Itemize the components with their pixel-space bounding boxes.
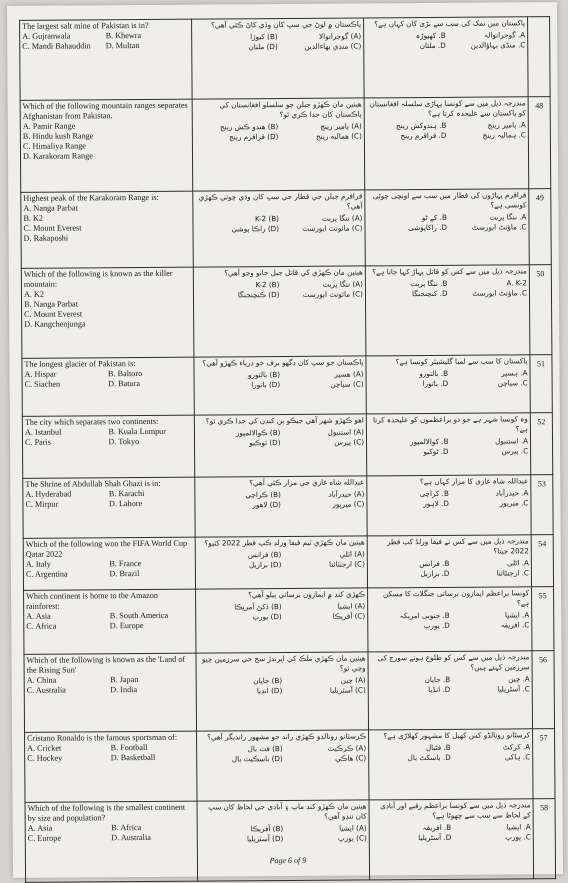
question-stem: Which of the following is known as the 'Land of the Rising Sun' [26, 654, 186, 675]
question-urdu [369, 729, 533, 800]
question-urdu [368, 587, 532, 652]
question-sindhi [197, 800, 370, 881]
option-text: C. ہمالیہ رینج [482, 130, 526, 140]
option-text: D. ٹوکیو [423, 446, 449, 457]
question-row [23, 475, 553, 539]
option-text: D. یورپ [423, 620, 450, 631]
option-text: (D) يورپ [252, 612, 282, 622]
option-text: (C) هاڪي [335, 753, 367, 763]
question-stem: Which of the following won the FIFA World Cup Qatar 2022 [25, 538, 188, 559]
option-list [22, 31, 189, 52]
option-text: D. Karakoram Range [22, 151, 93, 161]
option-list [369, 488, 528, 509]
question-stem: هيٺين مان ڪهڙي کي قاتل جبل جانو وڃو آهي؟ [224, 267, 363, 278]
question-urdu [366, 355, 530, 414]
option-text: (C) مائونٽ ايورسٽ [302, 223, 363, 233]
option-list [25, 427, 192, 448]
option-text: D. انڈیا [428, 684, 451, 695]
option-text: C. Mount Everest [23, 223, 82, 233]
option-text: B. Japan [110, 675, 139, 685]
question-english [24, 589, 196, 654]
option-text: D. Brazil [109, 569, 140, 579]
option-text: A. Gujranwala [22, 31, 71, 41]
question-row [20, 97, 551, 193]
option-text: C. Mandi Bahauddin [22, 41, 91, 51]
question-table-body [20, 17, 556, 883]
question-sindhi [196, 588, 368, 653]
option-text: B. کوالالمپور [410, 436, 449, 447]
option-text: (D) ملتان [248, 42, 278, 52]
option-list [199, 675, 366, 696]
question-stem: کرسٹانو رونالڈو کس کھیل کا مشہور کھلاڑی ہے؟ [383, 730, 531, 741]
option-list [26, 559, 193, 580]
question-english [22, 357, 194, 416]
option-text: (C) آفريڪا [332, 611, 366, 621]
question-row [24, 587, 554, 655]
question-english [22, 415, 194, 478]
option-list [27, 675, 194, 696]
question-english [20, 99, 193, 192]
question-stem: مندرجہ ذیل میں سے کس نے فیفا ورلڈ کپ قطر 2022 جیتا؟ [386, 536, 529, 556]
option-text: B. کھیوڑہ [415, 30, 446, 41]
question-row [25, 729, 555, 803]
question-stem: Which continent is home to the Amazon rainforest: [26, 590, 159, 611]
question-stem: وہ کونسا شہر ہے جو دو براعظموں کو علیحدہ کرتا ہے؟ [372, 414, 528, 434]
option-list [195, 213, 362, 234]
question-stem: مندرجہ ذیل میں سے کس کو طلوع ہوتے سورج کی سرزمین کہتے ہیں؟ [377, 652, 530, 672]
option-list [28, 823, 195, 844]
option-text: (C) مائونٽ ايورسٽ [302, 289, 364, 299]
question-stem: پاکستان کا سب سے لمبا گلیشیئر کونسا ہے؟ [395, 356, 528, 367]
question-row [24, 651, 555, 733]
option-text: A. China [26, 675, 57, 685]
option-text: (A) ڪرڪيٽ [327, 743, 367, 753]
option-list [369, 436, 528, 457]
option-text: (D) ڪنچنجنگا [237, 290, 280, 300]
option-text: D. Lahore [108, 498, 143, 509]
question-sindhi [195, 476, 367, 537]
option-text: B. فرانس [419, 558, 450, 569]
option-text: B. بالتورو [419, 368, 449, 379]
question-stem: هيٺين مان ڪهڙو جبلن جو سلسلو افغانستان کي پاڪستان کان جدا ڪري ٿو؟ [219, 99, 362, 120]
question-stem: هيٺين مان ڪهڙي ٽيم فيفا ورلڊ ڪپ قطر 2022 کٽيو؟ [204, 537, 365, 548]
option-text: D. Australia [111, 832, 151, 843]
option-list [366, 30, 525, 51]
option-text: A. Hispar [24, 369, 57, 379]
option-text: (C) آسٽريليا [329, 685, 366, 695]
option-list [367, 212, 526, 233]
option-text: (C) يورپ [337, 833, 367, 843]
option-text: (B) K-2 [254, 214, 279, 224]
option-text: C. Himaliya Range [22, 141, 86, 151]
option-list [369, 368, 528, 389]
option-text: D. کنچنجنگا [411, 288, 448, 299]
option-text: (D) برازيل [249, 560, 282, 570]
question-stem: مندرجہ ذیل میں سے کس کو قاتل پہاڑ کہا جاتا ہے؟ [372, 266, 527, 277]
question-urdu [367, 535, 531, 588]
option-text: C. ارجنٹائنا [496, 568, 529, 578]
question-urdu [365, 189, 530, 266]
option-list [195, 121, 362, 142]
option-text: (D) باتورا [251, 380, 281, 390]
question-stem: قراقرم پہاڑوں کی قطار میں سب سے اونچی چوٹی کونسی ہے؟ [372, 190, 527, 210]
option-list [25, 369, 192, 390]
option-list [24, 289, 191, 330]
question-row [21, 189, 552, 269]
option-text: D. راکاپوشی [408, 222, 448, 233]
option-text: A. Istanbul [24, 427, 62, 437]
question-stem: The city which separates two continents: [24, 416, 159, 427]
option-text: B. France [109, 559, 142, 569]
question-row [20, 17, 551, 101]
option-text: (C) ميرپور [332, 499, 365, 509]
option-text: D. لاہور [423, 498, 449, 509]
question-stem: Which of the following is known as the killer mountain: [23, 268, 173, 289]
option-text: (B) جاپان [253, 676, 283, 686]
question-urdu [364, 97, 529, 190]
option-list [197, 489, 364, 510]
option-text: A. Asia [26, 611, 51, 621]
question-number: 49 [529, 189, 552, 265]
option-text: A. K-2 [506, 278, 527, 288]
question-row [23, 535, 553, 591]
question-english [20, 19, 193, 100]
question-english [23, 477, 195, 538]
option-text: (A) گوجرانوالا [318, 31, 362, 41]
option-list [196, 279, 363, 300]
option-text: (B) ڪراچي [245, 490, 281, 500]
option-text: (B) بالتورو [247, 370, 281, 380]
option-text: C. Siachen [24, 379, 61, 389]
option-text: B. K2 [23, 213, 44, 223]
question-number [528, 17, 551, 97]
option-text: A. Italy [25, 559, 51, 569]
question-stem: Cristano Ronaldo is the famous sportsman of: [27, 732, 178, 743]
option-text: B. ننگا پربت [410, 278, 448, 289]
question-stem: پاڪستان جو سڀ کان ڊگهو برف جو درياء ڪهڙو آهي؟ [202, 357, 364, 368]
question-sindhi [193, 266, 366, 357]
option-text: C. Mirpur [25, 499, 59, 509]
option-text: C. میرپور [499, 498, 529, 508]
question-stem: ڪهڙي کنڊ ۾ ايمازون برساتي ٻيلو آهي؟ [248, 589, 366, 600]
option-text: D. Tokyo [108, 437, 140, 447]
option-text: A. ہسپر [501, 368, 528, 378]
option-text: (B) فٽ بال [247, 744, 283, 754]
question-stem: The Shrine of Abdullah Shah Ghazi is in: [25, 478, 161, 489]
option-text: B. افریقہ [422, 822, 452, 833]
option-text: (D) آسٽريليا [246, 834, 284, 844]
option-text: D. Basketball [110, 752, 156, 763]
question-sindhi [194, 414, 366, 477]
option-text: B. Africa [111, 823, 142, 833]
option-text: A. پامیر رینج [487, 120, 526, 130]
question-stem: هيٺين مان ڪهڙو کنڊ ماپ ۽ آبادي جي لحاظ کان سڀ کان ننڍو آهي؟ [208, 801, 367, 821]
question-number: 57 [533, 729, 555, 799]
page-footer: Page 6 of 9 [269, 855, 307, 866]
question-stem: هيٺين مان ڪهڙي ملڪ کي اڀرندڙ سج جي سرزمين چيو وڃي ٿو؟ [201, 653, 366, 673]
option-text: A. چین [508, 674, 530, 684]
option-list [370, 610, 529, 631]
question-english [25, 801, 198, 882]
option-text: A. Pamir Range [22, 121, 76, 131]
option-text: (C) ارجنٽائنا [329, 559, 365, 569]
option-text: B. South America [109, 610, 169, 621]
option-text: C. Mount Everest [24, 309, 83, 319]
question-stem: عبداللہ شاہ غازی کا مزار کہاں ہے؟ [419, 476, 529, 487]
question-english [21, 267, 194, 358]
option-list [198, 601, 365, 622]
option-list [23, 121, 190, 162]
question-table [19, 16, 556, 883]
option-text: B. Nanga Parbat [24, 299, 78, 309]
option-text: (A) اٽلي [339, 549, 365, 559]
option-list [199, 743, 366, 764]
option-text: D. Kangchenjunga [24, 319, 86, 329]
question-row [22, 413, 552, 479]
question-sindhi [197, 730, 369, 801]
option-text: B. جاپان [424, 674, 451, 685]
question-number: 48 [528, 97, 551, 189]
option-text: B. Kuala Lumpur [108, 426, 166, 437]
option-list [371, 674, 530, 695]
option-text: D. Multan [105, 41, 140, 51]
option-text: B. Karachi [108, 488, 145, 499]
option-text: A. ننگا پربت [489, 212, 527, 222]
option-text: (A) ايشيا [339, 823, 367, 833]
option-text: (D) ٽوڪيو [249, 438, 281, 448]
option-text: A. حیدرآباد [495, 488, 529, 498]
exam-page [7, 2, 563, 878]
option-list [194, 31, 361, 52]
question-english [24, 653, 197, 732]
question-sindhi [195, 536, 367, 589]
question-stem: کونسا براعظم ایمازون برساتی جنگلات کا مسکن ہے؟ [382, 588, 530, 608]
option-text: C. Africa [26, 621, 57, 631]
option-text: A. Nanga Parbat [23, 203, 78, 213]
option-text: D. باتورا [422, 378, 449, 389]
option-text: (A) استنبول [327, 427, 364, 437]
option-text: B. Khewra [105, 30, 142, 41]
option-text: B. Football [110, 742, 148, 753]
option-list [198, 549, 365, 570]
option-text: (A) ننگا پربت [322, 279, 363, 289]
option-text: B. جنوبی امریکہ [399, 610, 450, 621]
option-text: (A) ننگا پربت [321, 213, 363, 223]
question-english [23, 537, 195, 590]
question-stem: پاڪستان ۾ لوڻ جي سڀ کان وڏي کاڻ ڪٿي آهي؟ [211, 19, 362, 30]
option-text: (B) کيوڙا [250, 32, 278, 42]
question-stem: عبدالله شاه غازي جي مزار ڪٿي آهي؟ [249, 477, 365, 488]
option-text: A. گوجرانوالہ [483, 30, 526, 40]
option-list [25, 489, 192, 510]
option-list [197, 369, 364, 390]
option-text: (A) پامير رينج [320, 121, 362, 131]
option-text: B. فٹبال [425, 742, 451, 753]
option-text: (C) پيرس [334, 437, 365, 447]
option-text: (C) منڊي بهاءالدين [304, 41, 362, 51]
option-list [368, 278, 527, 299]
option-text: (B) هندو ڪش رينج [219, 122, 279, 132]
question-number: 54 [531, 535, 553, 587]
question-stem: ڪرسٽانو رونالڊو ڪهڙي راند جو مشهور رانديگر آهي؟ [207, 731, 367, 742]
option-text: (D) راڪا پوشي [231, 224, 280, 234]
question-stem: قراقرم جبلن جي قطار جي سڀ کان وڌي چوٽي ڪهڙي آهي؟ [198, 191, 363, 211]
option-text: C. Argentina [25, 569, 68, 579]
option-list [23, 203, 190, 244]
question-stem: Highest peak of the Karakoram Range is: [23, 192, 159, 203]
option-text: B. Hindu kush Range [22, 131, 94, 141]
option-text: C. سیاچن [497, 378, 528, 388]
option-text: (D) قراقرم رينج [229, 132, 279, 142]
option-text: (C) سياچن [330, 379, 364, 389]
question-urdu [368, 651, 533, 730]
question-urdu [365, 265, 530, 356]
question-number: 58 [533, 799, 556, 879]
option-text: (A) هسپر [334, 369, 364, 379]
option-text: A. Hyderabad [25, 489, 72, 499]
option-text: D. باسکٹ بال [407, 752, 451, 763]
question-stem: مندرجہ ذیل میں سے کونسا پہاڑی سلسلہ افغانستان کو پاکستان سے علیحدہ کرتا ہے؟ [369, 98, 526, 118]
question-number: 51 [530, 355, 552, 413]
question-stem: مندرجہ ذیل میں سے کونسا براعظم رقبے اور آبادی کے لحاظ سے سب سے چھوٹا ہے؟ [380, 800, 531, 820]
option-text: B. Baltoro [108, 368, 143, 379]
option-list [370, 558, 529, 579]
option-text: A. ایشیا [506, 822, 531, 832]
option-text: B. کے ٹو [421, 212, 447, 223]
question-number: 56 [532, 651, 555, 729]
option-text: C. آسٹریلیا [497, 684, 530, 694]
option-text: (A) چين [340, 675, 366, 685]
option-text: (B) فرانس [247, 550, 282, 560]
option-text: C. Australia [26, 685, 66, 695]
option-text: C. Paris [24, 437, 51, 447]
question-sindhi [194, 356, 366, 415]
question-stem: پاکستان میں نمک کی سب سے بڑی کان کہاں ہے؟ [374, 18, 526, 29]
option-text: C. ماؤنٹ ایورسٹ [471, 222, 527, 232]
option-text: C. Hockey [27, 753, 63, 763]
option-text: C. یورپ [505, 832, 531, 842]
option-text: A. استنبول [495, 436, 529, 446]
option-text: (D) باسڪيٽ بال [231, 754, 283, 764]
option-text: D. ملتان [419, 40, 446, 51]
option-list [372, 822, 531, 843]
option-text: C. ماؤنٹ ایورسٹ [472, 288, 528, 298]
option-text: D. آسٹریلیا [418, 832, 452, 843]
option-text: C. ہاکی [504, 752, 531, 762]
option-text: A. اٹلی [506, 558, 529, 568]
option-text: C. Europe [27, 833, 62, 843]
option-text: D. Batura [108, 379, 140, 389]
option-text: (B) آفريڪا [250, 824, 284, 834]
option-text: (B) K-2 [255, 280, 280, 290]
question-number: 52 [530, 413, 552, 475]
option-text: (D) انڊيا [256, 686, 283, 696]
question-urdu [364, 17, 529, 98]
question-number: 50 [529, 265, 552, 355]
option-text: B. کراچی [419, 488, 449, 499]
option-text: B. ہندوکش رینج [395, 120, 447, 131]
option-text: (A) حيدرآباد [328, 489, 365, 499]
option-text: C. منڈی بہاؤالدین [470, 40, 526, 50]
option-text: D. برازیل [420, 568, 450, 579]
option-list [367, 120, 526, 141]
option-text: D. قراقرم رینج [400, 130, 447, 141]
option-text: C. افریقہ [500, 620, 530, 630]
option-list [26, 611, 193, 632]
option-text: (C) هماليه رينج [315, 131, 362, 141]
question-urdu [366, 413, 530, 476]
question-number: 53 [531, 475, 553, 535]
question-sindhi [192, 18, 365, 99]
option-text: (A) ايشيا [337, 601, 366, 611]
option-text: C. پیرس [501, 446, 529, 456]
option-text: (B) ڪوالالمپور [235, 428, 281, 438]
question-row [22, 355, 552, 417]
option-text: D. Rakaposhi [23, 233, 69, 243]
option-text: A. Cricket [27, 743, 62, 753]
question-english [21, 191, 194, 268]
question-row [21, 265, 552, 359]
question-stem: The longest glacier of Pakistan is: [24, 359, 136, 369]
option-list [27, 743, 194, 764]
question-english [25, 731, 197, 802]
option-text: A. Asia [27, 823, 53, 833]
option-list [371, 742, 530, 763]
question-stem: The largest salt mine of Pakistan is in? [22, 20, 149, 31]
option-text: A. ایشیا [504, 610, 530, 620]
question-row [25, 799, 556, 883]
option-text: D. Europe [109, 620, 144, 631]
question-stem: Which of the following mountain ranges separates Afghanistan from Pakistan. [22, 100, 188, 121]
option-text: A. کرکٹ [502, 742, 531, 752]
question-number: 55 [532, 587, 554, 651]
question-sindhi [192, 98, 365, 191]
question-sindhi [193, 190, 366, 267]
option-text: (B) ڏکڻ آمريڪا [234, 602, 282, 612]
question-urdu [367, 475, 531, 536]
option-text: D. India [110, 685, 138, 695]
question-stem: Which of the following is the smallest continent by size and population? [27, 802, 186, 823]
option-text: (D) لاهور [252, 500, 281, 510]
question-stem: اهو ڪهڙو شهر آهي جيڪو ٻن کنڊن کي جدا ڪري ٿو؟ [205, 415, 364, 426]
option-text: A. K2 [23, 289, 45, 299]
option-list [200, 823, 367, 844]
option-list [197, 427, 364, 448]
question-sindhi [196, 652, 369, 731]
question-urdu [369, 799, 534, 880]
